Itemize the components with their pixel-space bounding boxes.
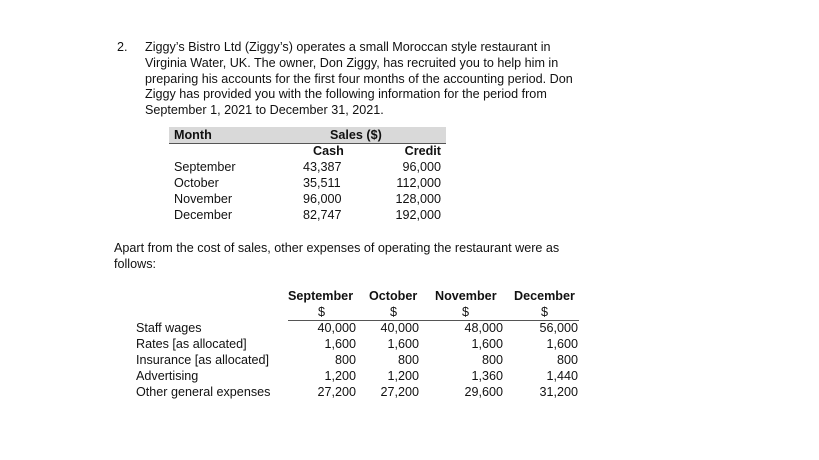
expense-value: 800 bbox=[556, 353, 578, 367]
expense-value: 800 bbox=[334, 353, 356, 367]
expense-value: 56,000 bbox=[539, 321, 578, 335]
expense-value: 1,600 bbox=[546, 337, 578, 351]
question-number: 2. bbox=[117, 40, 128, 54]
expense-label: Staff wages bbox=[136, 321, 202, 335]
expense-value: 1,440 bbox=[546, 369, 578, 383]
expense-value: 1,200 bbox=[324, 369, 356, 383]
sales-credit-cell: 96,000 bbox=[402, 160, 441, 174]
expenses-unit: $ bbox=[318, 305, 326, 319]
expenses-unit: $ bbox=[541, 305, 549, 319]
intro-line: preparing his accounts for the first four months of the accounting period. Don bbox=[145, 71, 573, 86]
sales-credit-cell: 192,000 bbox=[395, 208, 441, 222]
sales-cash-cell: 82,747 bbox=[303, 208, 342, 222]
expense-value: 1,360 bbox=[471, 369, 503, 383]
sales-month-cell: September bbox=[174, 160, 236, 174]
expense-label: Rates [as allocated] bbox=[136, 337, 247, 351]
intro-line: Ziggy has provided you with the following information for the period from bbox=[145, 87, 547, 102]
expenses-intro bbox=[114, 240, 594, 272]
expense-label: Advertising bbox=[136, 369, 199, 383]
expenses-unit: $ bbox=[390, 305, 398, 319]
expense-value: 48,000 bbox=[464, 321, 503, 335]
expense-value: 27,200 bbox=[317, 385, 356, 399]
sales-group-header: Sales ($) bbox=[330, 128, 382, 142]
expense-value: 29,600 bbox=[464, 385, 503, 399]
sales-credit-header: Credit bbox=[404, 144, 441, 158]
intro-line: Virginia Water, UK. The owner, Don Ziggy, has recruited you to help him in bbox=[145, 55, 559, 70]
sales-credit-cell: 112,000 bbox=[396, 176, 441, 190]
sales-month-cell: December bbox=[174, 208, 233, 222]
sales-month-cell: November bbox=[174, 192, 233, 206]
expense-value: 40,000 bbox=[317, 321, 356, 335]
expense-value: 1,200 bbox=[387, 369, 419, 383]
expense-value: 800 bbox=[481, 353, 503, 367]
sales-month-header: Month bbox=[174, 128, 212, 142]
sales-cash-cell: 43,387 bbox=[303, 160, 342, 174]
sales-month-cell: October bbox=[174, 176, 219, 190]
expense-value: 40,000 bbox=[380, 321, 419, 335]
expense-label: Other general expenses bbox=[136, 385, 271, 399]
expenses-intro-line: Apart from the cost of sales, other expenses of operating the restaurant were as bbox=[114, 241, 560, 255]
question-intro bbox=[145, 40, 595, 119]
intro-line: Ziggy’s Bistro Ltd (Ziggy’s) operates a small Moroccan style restaurant in bbox=[145, 40, 551, 54]
expense-value: 1,600 bbox=[324, 337, 356, 351]
intro-line: September 1, 2021 to December 31, 2021. bbox=[145, 103, 384, 118]
expense-label: Insurance [as allocated] bbox=[136, 353, 270, 367]
expense-value: 27,200 bbox=[380, 385, 419, 399]
sales-cash-cell: 96,000 bbox=[303, 192, 342, 206]
sales-cash-header: Cash bbox=[313, 144, 344, 158]
expense-value: 31,200 bbox=[539, 385, 578, 399]
expenses-intro-line: follows: bbox=[114, 257, 156, 271]
sales-credit-cell: 128,000 bbox=[395, 192, 441, 206]
expenses-col-header: December bbox=[514, 289, 575, 303]
expenses-col-header: October bbox=[369, 289, 418, 303]
expenses-col-header: November bbox=[435, 289, 497, 303]
expenses-col-header: September bbox=[288, 289, 354, 303]
expense-value: 1,600 bbox=[471, 337, 503, 351]
expense-value: 800 bbox=[397, 353, 419, 367]
expenses-unit: $ bbox=[462, 305, 470, 319]
expense-value: 1,600 bbox=[387, 337, 419, 351]
sales-cash-cell: 35,511 bbox=[303, 176, 341, 190]
